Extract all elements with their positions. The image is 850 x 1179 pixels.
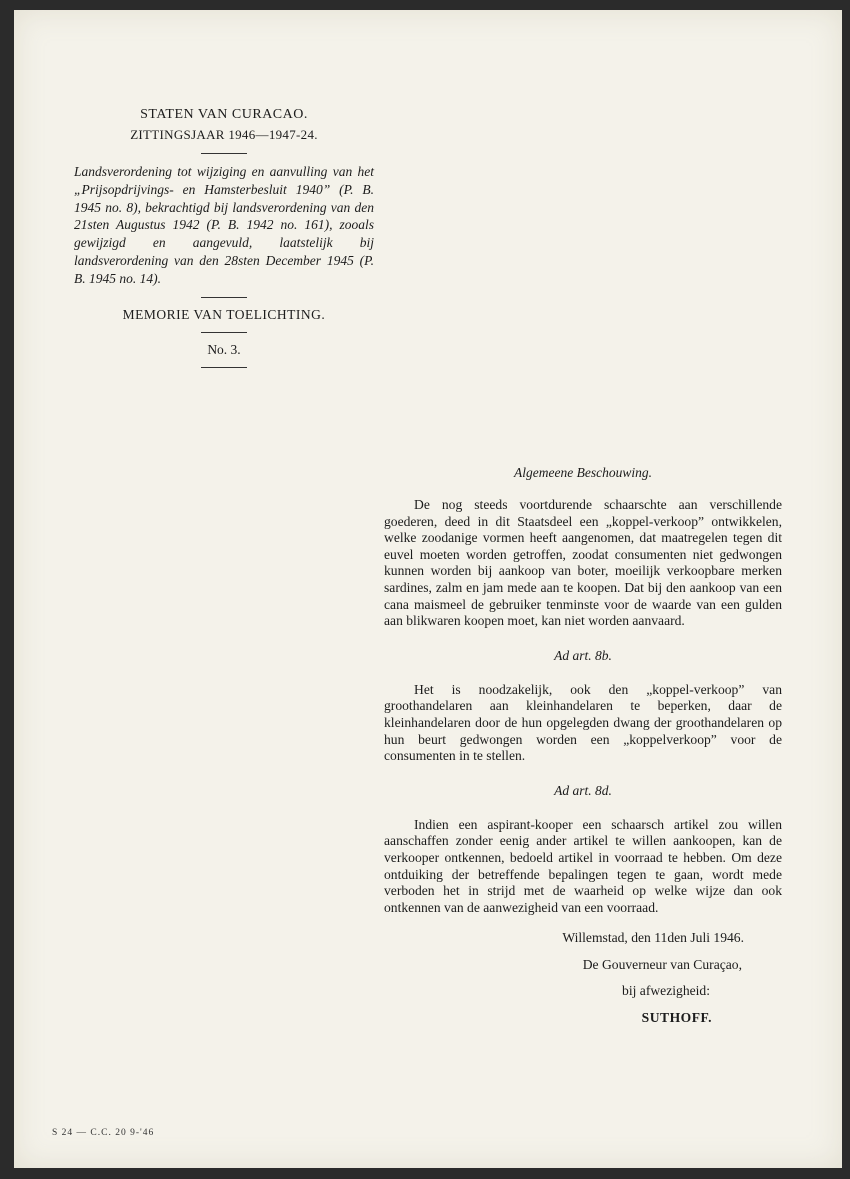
section-text-general: De nog steeds voortdurende schaarschte aan verschillende goederen, deed in dit Staatsdeel een „koppel-verkoop” ontwikkelen, welke zoodanige vormen heeft aangenomen, dat maatregelen tegen dit euvel moeten worden getroffen, zoodat consumenten niet gedwongen kunnen worden bij aankoop van boter, moeilijk verkoopbare merken sardines, zalm en jam mede aan te koopen. Dat bij den aankoop van een cana maismeel de gebruiker tenminste voor de waarde van een gulden aan blikwaren koopen moet, kan niet worden aanvaard.: [384, 497, 782, 629]
section-title-art-8d: Ad art. 8d.: [554, 782, 612, 798]
signature-place-date: Willemstad, den 11den Juli 1946.: [562, 930, 744, 946]
divider: [201, 367, 247, 368]
section-title-art-8b: Ad art. 8b.: [554, 647, 612, 663]
document-number: No. 3.: [207, 341, 241, 357]
section-text-art-8d: Indien een aspirant-kooper een schaarsch artikel zou willen aanschaffen zonder eenig ander artikel te willen aankoopen, kan de verkooper ontkennen, bedoeld artikel in voorraad te hebben. Om deze ontduiking der betreffende bepalingen tegen te gaan, wordt mede verboden het in strijd met de waarheid op welke wijze dan ook ontkennen van de aanwezigheid van een voorraad.: [384, 816, 782, 915]
header-column: [74, 105, 374, 377]
signature-absence: bij afwezigheid:: [622, 983, 710, 999]
section-title-general: Algemeene Beschouwing.: [514, 465, 652, 480]
divider: [201, 153, 247, 154]
document-page: [14, 10, 842, 1168]
signature-name: SUTHOFF.: [641, 1010, 712, 1026]
divider: [201, 297, 247, 298]
memorie-heading: MEMORIE VAN TOELICHTING.: [122, 306, 326, 322]
header-title: STATEN VAN CURACAO.: [140, 107, 308, 122]
body-column: [384, 465, 782, 1027]
ordinance-subject: Landsverordening tot wijziging en aanvulling van het „Prijsopdrijvings- en Hamsterbesluit 1940” (P. B. 1945 no. 8), bekrachtigd bij landsverordening van den 21sten Augustus 1942 (P. B. 1942 no. 161), zooals gewijzigd en aangevuld, laatstelijk bij landsverordening van den 28sten December 1945 (P. B. 1945 no. 14).: [74, 164, 374, 286]
divider: [201, 332, 247, 333]
print-code-footer: S 24 — C.C. 20 9-'46: [52, 1128, 155, 1138]
signature-title: De Gouverneur van Curaçao,: [582, 956, 742, 972]
section-text-art-8b: Het is noodzakelijk, ook den „koppel-verkoop” van groothandelaren aan kleinhandelaren te beperken, daar de kleinhandelaren door de hun opgelegden dwang der groothandelaren op hun beurt gedwongen worden een „koppelverkoop” voor de consumenten in te stellen.: [384, 681, 782, 764]
header-session: ZITTINGSJAAR 1946—1947-24.: [130, 127, 318, 142]
